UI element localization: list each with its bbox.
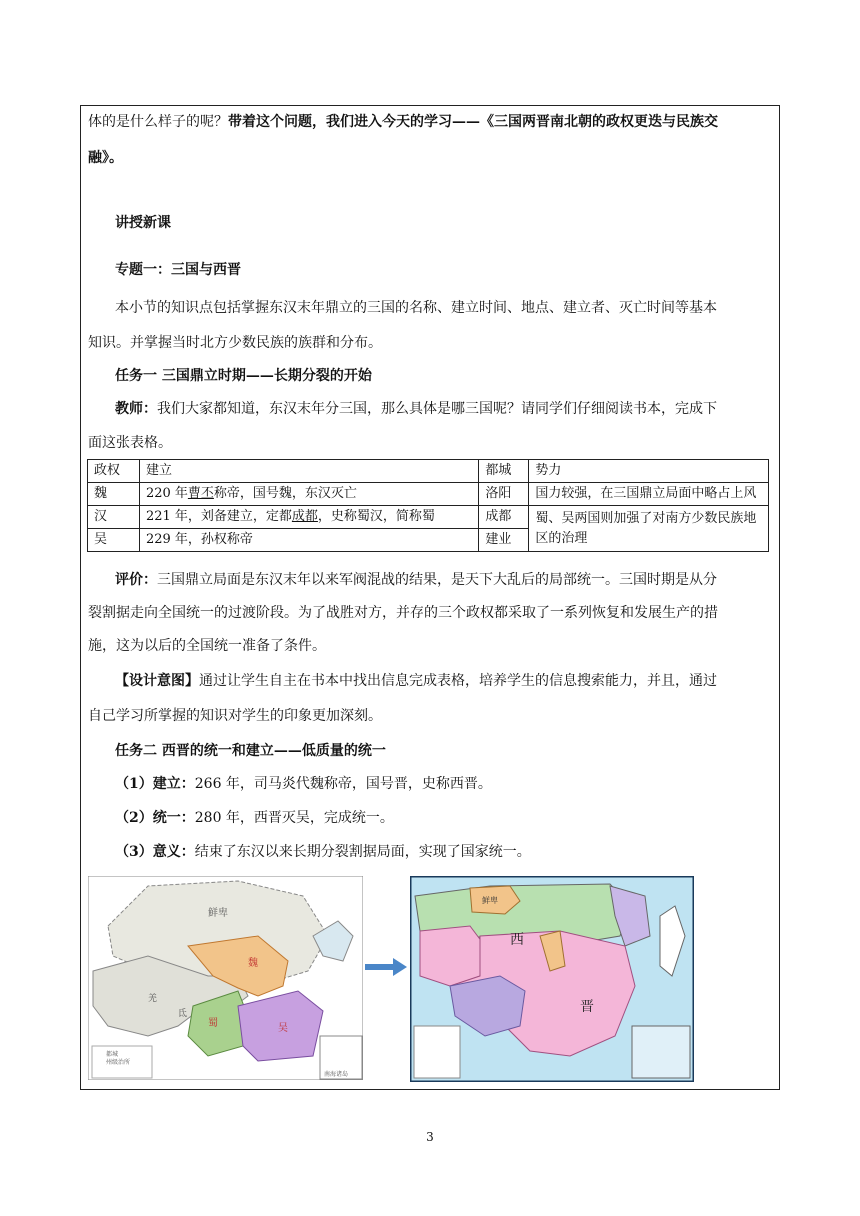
- table-header: 都城: [479, 460, 529, 483]
- task2-title: 任务二 西晋的统一和建立——低质量的统一: [115, 743, 386, 759]
- topic1-title: 专题一：三国与西晋: [115, 262, 241, 278]
- capital-cell: 成都: [479, 506, 529, 529]
- intro-line-1: 体的是什么样子的呢？带着这个问题，我们进入今天的学习——《三国两晋南北朝的政权更迭与民族交: [88, 114, 718, 130]
- design-line-1: 【设计意图】通过让学生自主在书本中找出信息完成表格，培养学生的信息搜索能力，并且，通过: [115, 673, 717, 689]
- task2-item: （1）建立：266 年，司马炎代魏称帝，国号晋，史称西晋。: [115, 776, 492, 792]
- map-label: 羌: [148, 994, 158, 1004]
- power-cell: 国力较强，在三国鼎立局面中略占上风: [529, 483, 769, 506]
- table-row: [88, 506, 769, 529]
- map-label: 西: [510, 932, 524, 948]
- table-row: [88, 483, 769, 506]
- legend-label: 都城: [106, 1051, 119, 1058]
- table-header: 建立: [139, 460, 478, 483]
- map-label: 晋: [580, 999, 594, 1015]
- arrow-shaft: [365, 964, 393, 970]
- state-cell: 魏: [88, 483, 140, 506]
- comment-line-1: 评价：三国鼎立局面是东汉末年以来军阀混战的结果，是天下大乱后的局部统一。三国时期是从分: [115, 572, 717, 588]
- founding-cell: 221 年，刘备建立，定都成都，史称蜀汉，简称蜀: [139, 506, 478, 529]
- three-kingdoms-map: [88, 876, 363, 1080]
- power-cell: 蜀、吴两国则加强了对南方少数民族地区的治理: [529, 506, 769, 552]
- map-legend: [414, 1026, 460, 1078]
- capital-cell: 建业: [479, 529, 529, 552]
- map-inset: [632, 1026, 690, 1078]
- intro-line-2: 融》。: [88, 150, 123, 166]
- design-line-2: 自己学习所掌握的知识对学生的印象更加深刻。: [88, 708, 382, 724]
- task1-teacher-line-2: 面这张表格。: [88, 435, 172, 451]
- task2-item: （3）意义：结束了东汉以来长期分裂割据局面，实现了国家统一。: [115, 844, 531, 860]
- map-label: 魏: [248, 958, 258, 969]
- table-header-row: [88, 460, 769, 483]
- capital-cell: 洛阳: [479, 483, 529, 506]
- founding-cell: 220 年曹丕称帝，国号魏，东汉灭亡: [139, 483, 478, 506]
- founding-cell: 229 年，孙权称帝: [139, 529, 478, 552]
- inset-label: 南海诸岛: [324, 1071, 349, 1078]
- task1-title: 任务一 三国鼎立时期——长期分裂的开始: [115, 368, 372, 384]
- state-cell: 吴: [88, 529, 140, 552]
- task2-item: （2）统一：280 年，西晋灭吴，完成统一。: [115, 810, 394, 826]
- table-header: 势力: [529, 460, 769, 483]
- arrow-head: [393, 958, 407, 976]
- state-cell: 汉: [88, 506, 140, 529]
- three-kingdoms-table: [87, 459, 769, 552]
- section-title: 讲授新课: [115, 215, 171, 231]
- map-label: 鲜卑: [208, 908, 228, 919]
- topic1-desc-2: 知识。并掌握当时北方少数民族的族群和分布。: [88, 335, 382, 351]
- comment-line-2: 裂割据走向全国统一的过渡阶段。为了战胜对方，并存的三个政权都采取了一系列恢复和发展生产的措: [88, 605, 718, 621]
- western-jin-map: [410, 876, 694, 1082]
- jin-west: [420, 926, 485, 986]
- map-label: 鲜卑: [482, 896, 498, 905]
- topic1-desc-1: 本小节的知识点包括掌握东汉末年鼎立的三国的名称、建立时间、地点、建立者、灭亡时间等基本: [115, 300, 717, 316]
- task1-teacher-line-1: 教师：我们大家都知道，东汉末年分三国，那么具体是哪三国呢？请同学们仔细阅读书本，完成下: [115, 401, 717, 417]
- comment-line-3: 施，这为以后的全国统一准备了条件。: [88, 638, 326, 654]
- map-label: 吴: [278, 1023, 288, 1034]
- map-label: 蜀: [208, 1018, 218, 1029]
- table-header: 政权: [88, 460, 140, 483]
- page-number: 3: [426, 1130, 434, 1144]
- map-label: 氐: [178, 1009, 188, 1019]
- arrow-icon: [365, 958, 407, 976]
- legend-label: 州级治所: [106, 1059, 131, 1066]
